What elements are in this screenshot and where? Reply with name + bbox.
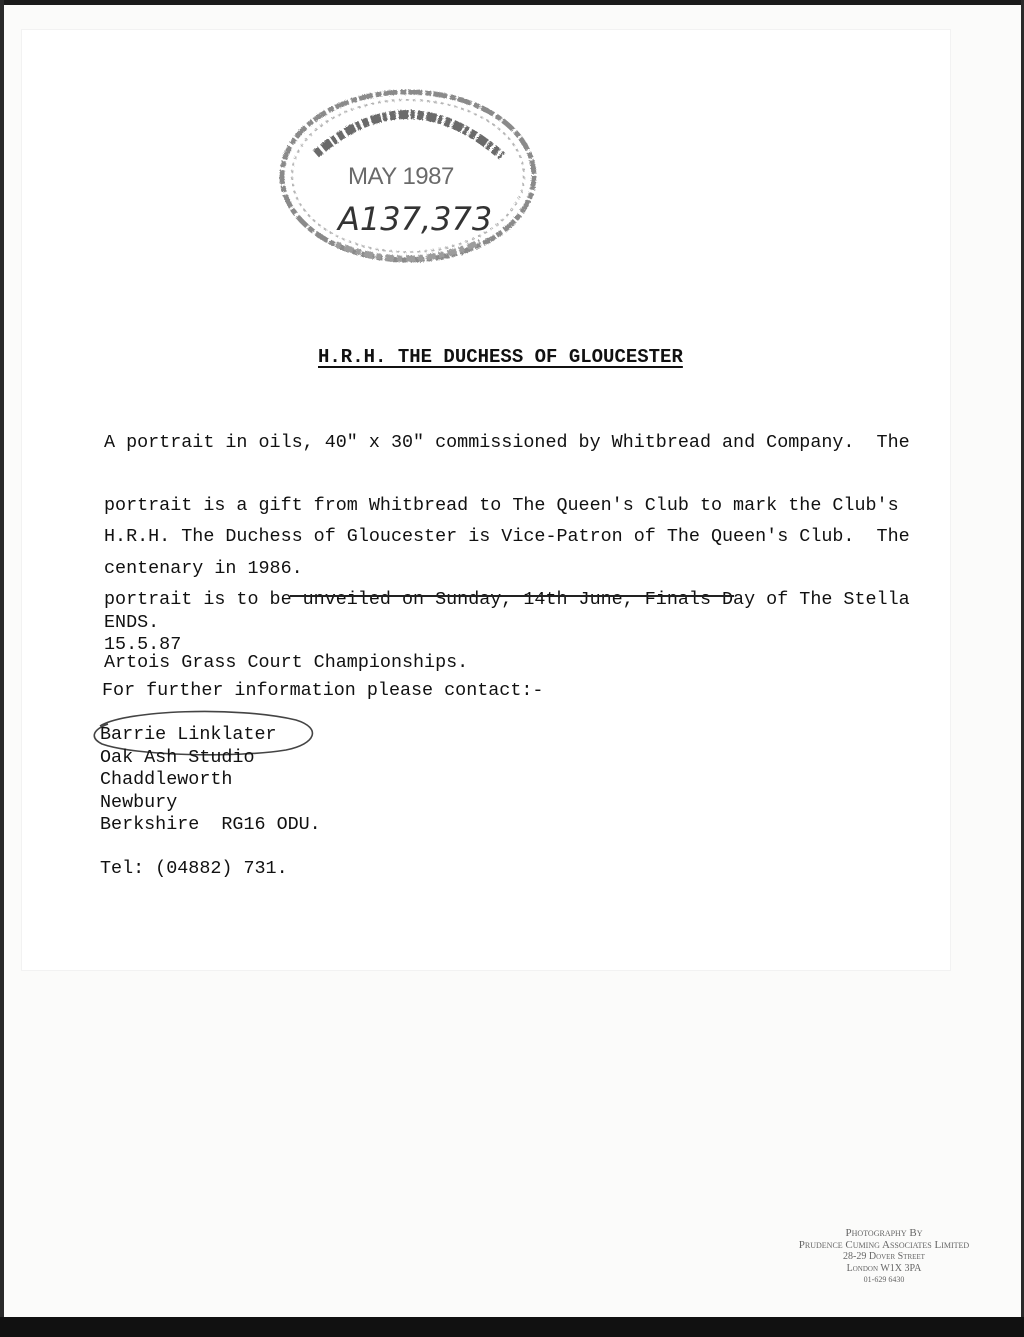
contact-name: Barrie Linklater (100, 724, 277, 745)
document-title: H.R.H. THE DUCHESS OF GLOUCESTER (318, 346, 683, 368)
address-line: Oak Ash Studio (100, 746, 255, 768)
stamp-number: A137,373 (338, 200, 493, 238)
credit-line: 28-29 Dover Street (843, 1251, 925, 1262)
horizontal-divider (290, 595, 734, 597)
stamp-date: MAY 1987 (348, 163, 454, 190)
paragraph2-line: portrait is to be unveiled on Sunday, 14th June, Finals Day of The Stella (104, 589, 910, 610)
stamp-graphic (276, 84, 540, 268)
credit-line: 01-629 6430 (863, 1275, 905, 1284)
contact-intro: For further information please contact:- (102, 680, 544, 701)
ends-block (104, 612, 181, 656)
scan-border-top (0, 0, 1024, 5)
paragraph1-line: A portrait in oils, 40" x 30" commissioned by Whitbread and Company. The (104, 432, 910, 453)
contact-address (100, 724, 321, 837)
photo-credit-stamp (772, 1228, 996, 1286)
archive-stamp (276, 84, 540, 268)
credit-line: Photography By (845, 1227, 923, 1239)
credit-line: Prudence Cuming Associates Limited (798, 1238, 970, 1251)
credit-line: London W1X 3PA (846, 1262, 922, 1274)
paragraph2-line: Artois Grass Court Championships. (104, 652, 469, 673)
telephone-number: Tel: (04882) 731. (100, 858, 288, 879)
paragraph2-line: H.R.H. The Duchess of Gloucester is Vice-Patron of The Queen's Club. The (104, 526, 910, 547)
address-line: Chaddleworth (100, 769, 233, 790)
address-line: Newbury (100, 791, 178, 813)
paragraph1-line: portrait is a gift from Whitbread to The Queen's Club to mark the Club's (104, 495, 899, 516)
paragraph1-line: centenary in 1986. (104, 558, 303, 579)
ends-label: ENDS. (104, 612, 160, 633)
scan-border-left (0, 0, 4, 1337)
ends-date: 15.5.87 (104, 634, 182, 655)
scan-border-bottom (0, 1317, 1024, 1337)
address-line: Berkshire RG16 ODU. (100, 814, 321, 835)
